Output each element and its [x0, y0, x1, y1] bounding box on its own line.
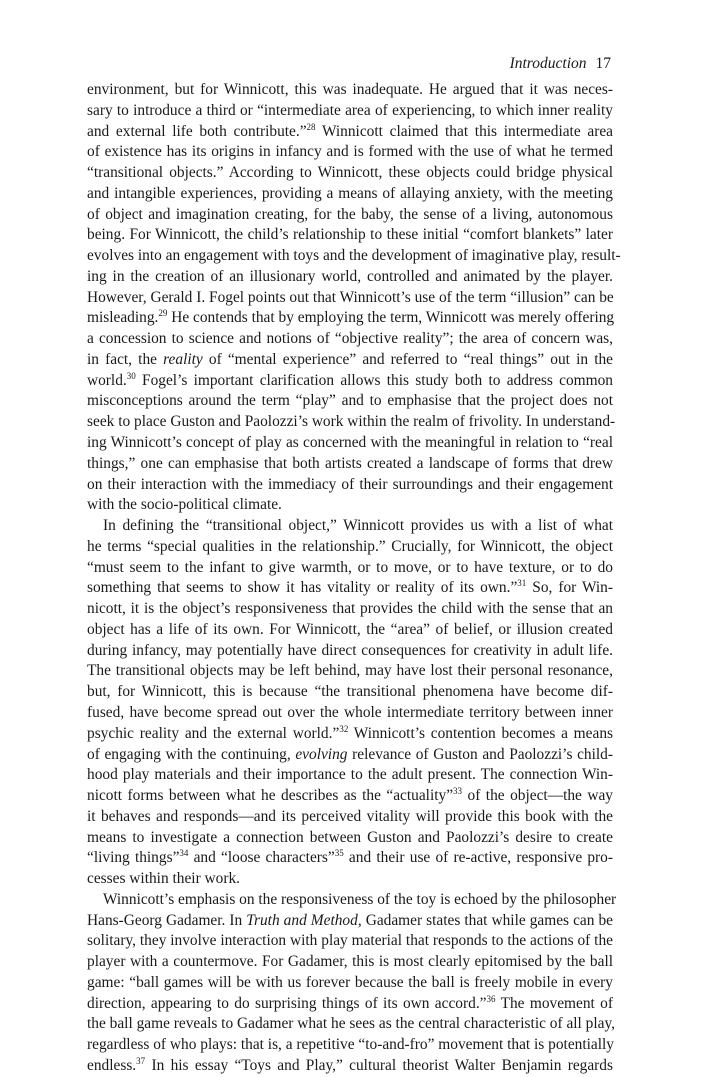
text-run: and “loose characters”: [188, 849, 335, 867]
text-run: being. For Winnicott, the child’s relationship to these initial “comfort blankets” later: [87, 226, 613, 244]
text-line: [87, 1035, 613, 1056]
text-line: [87, 205, 613, 226]
text-line: [87, 329, 613, 350]
text-line: [87, 1056, 613, 1077]
text-run: direction, appearing to do surprising things of its own accord.”: [87, 994, 487, 1012]
text-run: relevance of Guston and Paolozzi’s child-: [347, 745, 614, 763]
text-line: [87, 952, 613, 973]
text-run: In his essay “Toys and Play,” cultural theorist Walter Benjamin regards: [145, 1056, 613, 1074]
footnote-ref: 29: [158, 308, 168, 319]
text-run: “transitional objects.” According to Winnicott, these objects could bridge physical: [87, 164, 613, 182]
text-run: of “mental experience” and referred to “real things” out in the: [202, 350, 613, 368]
text-line: [87, 163, 613, 184]
text-line: [87, 765, 613, 786]
text-run: The movement of: [495, 994, 613, 1012]
text-run: evolves into an engagement with toys and the development of imaginative play, result-: [87, 247, 621, 265]
text-line: [87, 454, 613, 475]
text-run: of the object—the way: [462, 787, 613, 805]
text-run: and their use of re-active, responsive pro-: [343, 849, 613, 867]
text-line: [87, 994, 613, 1015]
text-line: [87, 122, 613, 143]
text-run: it behaves and responds—and its perceived vitality will provide this book with the: [87, 807, 613, 825]
text-line: [87, 869, 613, 890]
text-run: hood play materials and their importance to the adult present. The connection Win-: [87, 766, 613, 784]
text-run: The transitional objects may be left behind, may have lost their personal resonance,: [87, 662, 613, 680]
running-head: [510, 55, 611, 73]
footnote-ref: 37: [136, 1055, 146, 1066]
text-run: “living things”: [87, 849, 180, 867]
text-run: a concession to science and notions of “objective reality”; the area of concern was,: [87, 330, 613, 348]
text-run: things,” one can emphasise that both artists created a landscape of forms that drew: [87, 454, 613, 472]
emphasis: Truth and Method: [246, 911, 358, 929]
page-number: 17: [595, 55, 611, 72]
text-line: [87, 516, 613, 537]
footnote-ref: 30: [126, 370, 136, 381]
text-line: [87, 807, 613, 828]
text-run: He contends that by employing the term, Winnicott was merely offering: [167, 309, 615, 327]
text-line: [87, 246, 621, 267]
text-line: [87, 641, 613, 662]
text-line: [87, 661, 613, 682]
footnote-ref: 35: [334, 848, 344, 859]
text-run: object has a life of its own. For Winnicott, the “area” of belief, or illusion created: [87, 620, 613, 638]
text-run: player with a countermove. For Gadamer, this is most clearly epitomised by the ball: [87, 953, 613, 971]
text-line: [87, 890, 617, 911]
text-line: [87, 931, 613, 952]
text-line: [87, 433, 613, 454]
text-line: [87, 142, 613, 163]
text-run: something that seems to show it has vitality or reality of its own.”: [87, 579, 518, 597]
text-run: nicott forms between what he describes as the “actuality”: [87, 787, 454, 805]
footnote-ref: 28: [306, 121, 316, 132]
section-title: Introduction: [509, 55, 587, 72]
text-run: and external life both contribute.”: [87, 122, 307, 140]
text-run: ing in the creation of an illusionary world, controlled and animated by the player.: [87, 267, 613, 285]
text-run: in fact, the: [87, 350, 164, 368]
text-line: [87, 828, 613, 849]
text-run: on their interaction with the immediacy of their surroundings and their engagement: [87, 475, 613, 493]
text-run: Winnicott claimed that this intermediate area: [315, 122, 613, 140]
text-line: [87, 225, 613, 246]
paragraph: [87, 516, 613, 890]
emphasis: reality: [163, 350, 203, 368]
text-line: [87, 537, 613, 558]
text-line: [87, 80, 613, 101]
text-run: Hans-Georg Gadamer. In: [87, 911, 247, 929]
text-line: [87, 184, 613, 205]
text-run: Fogel’s important clarification allows this study both to address common: [135, 371, 613, 389]
text-run: with the socio-political climate.: [87, 496, 282, 514]
text-run: during infancy, may potentially have direct consequences for creativity in adult life.: [87, 641, 613, 659]
text-run: sary to introduce a third or “intermediate area of experiencing, to which inner reality: [87, 101, 613, 119]
text-run: misconceptions around the term “play” and to emphasise that the project does not: [87, 392, 613, 410]
text-run: of engaging with the continuing,: [87, 745, 296, 763]
text-line: [87, 578, 613, 599]
text-line: [87, 350, 613, 371]
text-line: [87, 308, 613, 329]
text-run: However, Gerald I. Fogel points out that Winnicott’s use of the term “illusion” can be: [87, 288, 614, 306]
text-run: world.: [87, 371, 127, 389]
text-line: [87, 558, 613, 579]
text-line: [87, 412, 616, 433]
text-run: of existence has its origins in infancy and is formed with the use of what he termed: [87, 143, 613, 161]
paragraph: [87, 80, 621, 516]
text-line: [87, 724, 613, 745]
text-run: psychic reality and the external world.”: [87, 724, 340, 742]
text-run: of object and imagination creating, for the baby, the sense of a living, autonomous: [87, 205, 613, 223]
text-run: , Gadamer states that while games can be: [357, 911, 613, 929]
text-run: endless.: [87, 1056, 137, 1074]
text-run: means to investigate a connection between Guston and Paolozzi’s desire to create: [87, 828, 613, 846]
footnote-ref: 31: [517, 578, 527, 589]
text-run: So, for Win-: [526, 579, 613, 597]
text-run: seek to place Guston and Paolozzi’s work within the realm of frivolity. In understand-: [87, 413, 616, 431]
text-line: [87, 267, 613, 288]
text-line: [87, 973, 613, 994]
text-line: [87, 911, 613, 932]
text-run: fused, have become spread out over the whole intermediate territory between inner: [87, 703, 613, 721]
text-run: the ball game reveals to Gadamer what he sees as the central characteristic of all play,: [87, 1015, 616, 1033]
text-run: but, for Winnicott, this is because “the transitional phenomena have become dif-: [87, 683, 613, 701]
text-run: regardless of who plays: that is, a repetitive “to-and-fro” movement that is potentially: [87, 1036, 614, 1054]
text-line: [87, 848, 613, 869]
text-line: [87, 599, 613, 620]
text-line: [87, 391, 613, 412]
footnote-ref: 33: [453, 786, 463, 797]
emphasis: evolving: [295, 745, 348, 763]
footnote-ref: 34: [179, 848, 189, 859]
text-line: [87, 682, 613, 703]
text-line: [87, 101, 613, 122]
text-run: and intangible experiences, providing a means of allaying anxiety, with the meeting: [87, 184, 613, 202]
text-line: [87, 1014, 616, 1035]
text-run: “must seem to the infant to give warmth, or to move, or to have texture, or to do: [87, 558, 613, 576]
body-text: [87, 80, 621, 1077]
text-run: ing Winnicott’s concept of play as concerned with the meaningful in relation to “real: [87, 434, 613, 452]
text-run: nicott, it is the object’s responsiveness that provides the child with the sense that an: [87, 600, 613, 618]
text-line: [87, 745, 613, 766]
footnote-ref: 36: [486, 993, 496, 1004]
paragraph: [87, 890, 617, 1077]
text-line: [87, 371, 613, 392]
text-line: [87, 288, 613, 309]
text-run: he terms “special qualities in the relationship.” Crucially, for Winnicott, the object: [87, 537, 613, 555]
text-line: [87, 495, 613, 516]
text-run: environment, but for Winnicott, this was inadequate. He argued that it was neces-: [87, 81, 613, 98]
text-run: solitary, they involve interaction with play material that responds to the actions of the: [87, 932, 613, 950]
text-run: cesses within their work.: [87, 870, 241, 888]
text-line: [87, 620, 613, 641]
text-line: [87, 475, 613, 496]
footnote-ref: 32: [339, 723, 349, 734]
text-line: [87, 786, 613, 807]
text-line: [87, 703, 613, 724]
text-run: Winnicott’s contention becomes a means: [348, 724, 613, 742]
text-run: Winnicott’s emphasis on the responsiveness of the toy is echoed by the philosopher: [103, 890, 617, 908]
text-run: game: “ball games will be with us forever because the ball is freely mobile in every: [87, 973, 613, 991]
text-run: In defining the “transitional object,” Winnicott provides us with a list of what: [103, 517, 613, 535]
text-run: misleading.: [87, 309, 159, 327]
